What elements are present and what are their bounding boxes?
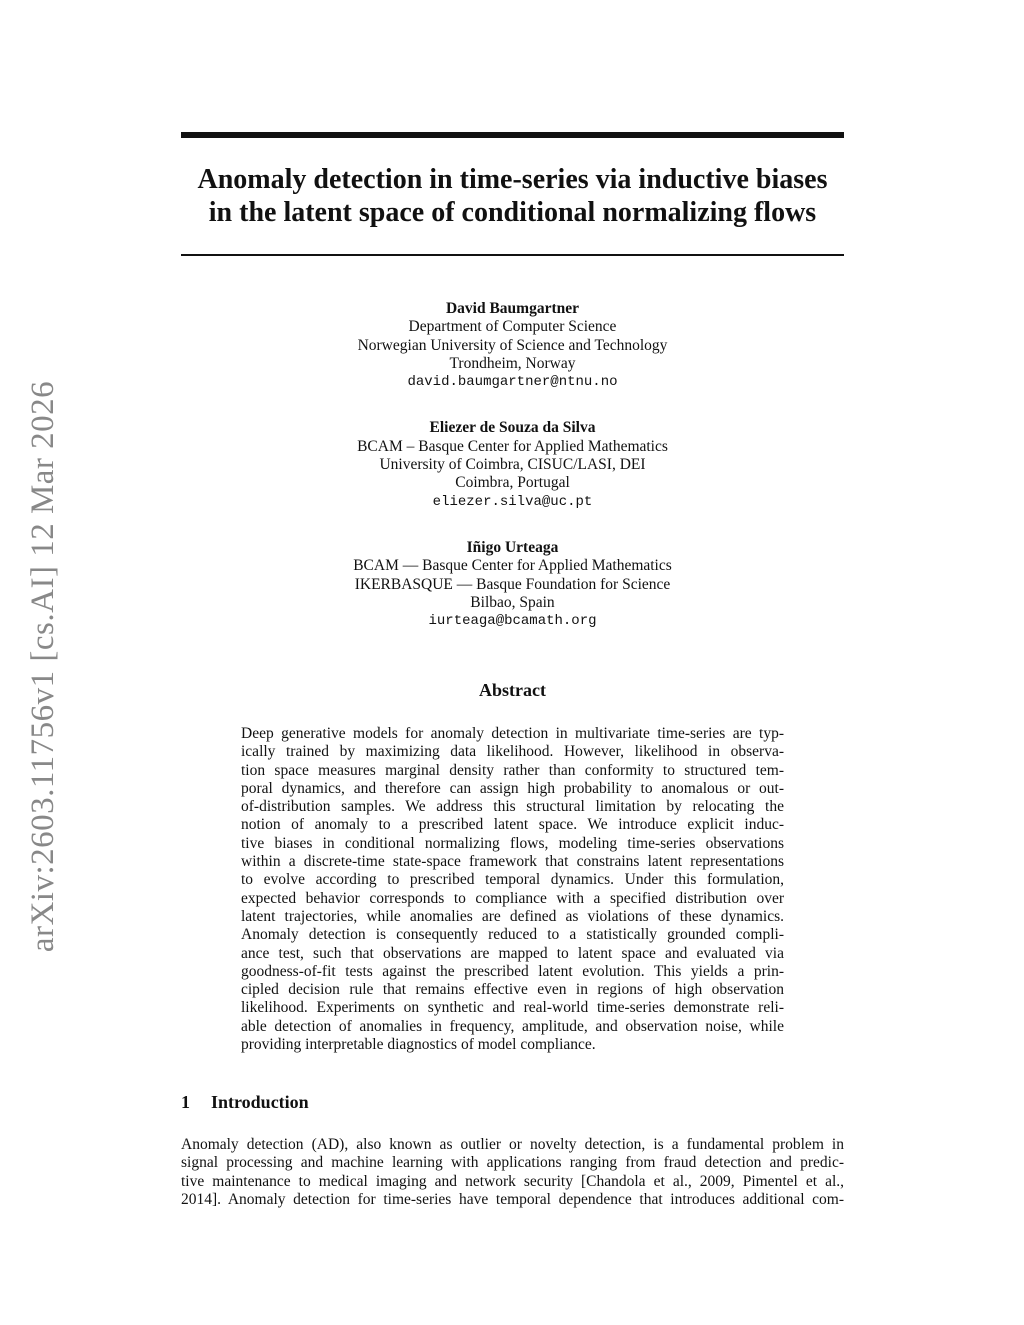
author-affiliation: Department of Computer Science [408,318,617,336]
abstract-line: Anomaly detection is consequently reduced to a statistically grounded compli- [241,926,784,944]
abstract-line: within a discrete-time state-space framework that constrains latent representations [241,853,784,871]
abstract-line: providing interpretable diagnostics of model compliance. [241,1036,596,1054]
abstract-line: to evolve according to prescribed temporal dynamics. Under this formulation, [241,871,784,889]
author-list [181,300,844,658]
author-email[interactable]: david.baumgartner@ntnu.no [407,374,618,391]
paragraph-line: Anomaly detection (AD), also known as outlier or novelty detection, is a fundamental problem in [181,1136,844,1153]
paragraph-line: signal processing and machine learning with applications ranging from fraud detection and predic- [181,1154,844,1172]
abstract-line: notion of anomaly to a prescribed latent space. We introduce explicit induc- [241,816,784,834]
title-line: in the latent space of conditional normalizing flows [208,197,817,228]
abstract-line: Deep generative models for anomaly detection in multivariate time-series are typ- [241,725,784,742]
author-affiliation: Bilbao, Spain [470,593,555,611]
arxiv-stamp [20,375,68,957]
author-affiliation: BCAM — Basque Center for Applied Mathematics [353,557,672,575]
abstract-heading: Abstract [479,680,546,700]
abstract-line: latent trajectories, while anomalies are defined as violations of these dynamics. [241,907,784,925]
abstract-line: ance test, such that observations are mapped to latent space and evaluated via [241,944,784,962]
author-affiliation: Trondheim, Norway [449,354,576,372]
section-title: Introduction [211,1092,309,1112]
author-affiliation: Norwegian University of Science and Technology [357,336,668,354]
author-block [181,539,844,630]
section-heading [181,1092,844,1113]
abstract-body [241,725,784,1054]
abstract-line: expected behavior corresponds to compliance with a specified distribution over [241,889,784,907]
author-email[interactable]: eliezer.silva@uc.pt [432,493,593,510]
author-name: Iñigo Urteaga [466,538,559,556]
author-name: Eliezer de Souza da Silva [429,419,596,437]
author-affiliation: University of Coimbra, CISUC/LASI, DEI [379,456,646,474]
abstract-line: poral dynamics, and therefore can assign high probability to anomalous or out- [241,779,784,797]
abstract-line: likelihood. Experiments on synthetic and real-world time-series demonstrate reli- [241,999,784,1017]
author-affiliation: Coimbra, Portugal [455,474,570,492]
abstract-line: tive biases in conditional normalizing flows, modeling time-series observations [241,834,784,852]
abstract-line: goodness-of-fit tests against the prescribed latent evolution. This yields a prin- [241,962,784,980]
author-block [181,419,844,510]
abstract-line: tion space measures marginal density rather than conformity to structured tem- [241,761,784,779]
abstract-line: cipled decision rule that remains effective even in regions of high observation [241,981,784,999]
paragraph-line: 2014]. Anomaly detection for time-series have temporal dependence that introduces additional com- [181,1190,844,1208]
abstract-line: able detection of anomalies in frequency, amplitude, and observation noise, while [241,1017,784,1035]
author-email[interactable]: iurteaga@bcamath.org [428,613,597,630]
title-top-rule [181,132,844,138]
author-affiliation: IKERBASQUE — Basque Foundation for Science [354,575,671,593]
paper-title [181,163,844,229]
title-bottom-rule [181,254,844,256]
author-name: David Baumgartner [445,300,580,317]
introduction-body [181,1136,844,1209]
author-affiliation: BCAM – Basque Center for Applied Mathematics [357,437,668,455]
author-block [181,300,844,391]
abstract-line: of-distribution samples. We address this structural limitation by relocating the [241,798,784,816]
arxiv-identifier: arXiv:2603.11756v1 [cs.AI] 12 Mar 2026 [25,380,62,952]
abstract-line: ically trained by maximizing data likelihood. However, likelihood in observa- [241,743,784,761]
section-number: 1 [181,1092,190,1112]
title-line: Anomaly detection in time-series via inductive biases [197,164,828,195]
paragraph-line: tive maintenance to medical imaging and network security [Chandola et al., 2009, Pimentel et al., [181,1172,844,1190]
